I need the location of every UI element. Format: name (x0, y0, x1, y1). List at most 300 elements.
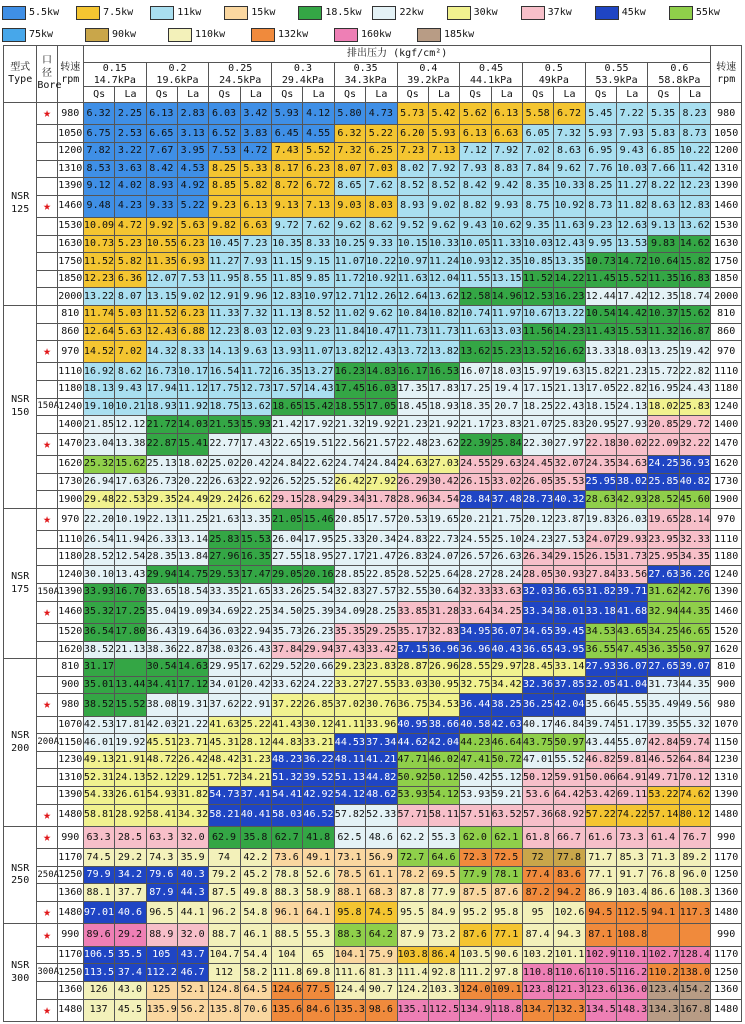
qs-cell: 37.84 (272, 641, 303, 659)
qs-cell: 134.5 (585, 999, 616, 1021)
qs-cell: 10.37 (648, 305, 679, 323)
la-cell: 8.33 (178, 341, 209, 363)
pressure-kgf: 0.4 (419, 63, 438, 74)
rpm-cell-right: 1240 (711, 566, 742, 584)
la-cell: 46.7 (178, 964, 209, 982)
qs-cell: 57.71 (397, 804, 428, 826)
la-cell: 25.64 (428, 566, 459, 584)
la-cell: 16.83 (679, 270, 711, 288)
qs-cell: 54.93 (146, 786, 177, 804)
rpm-cell: 1360 (57, 884, 83, 902)
la-cell: 9.62 (554, 160, 585, 178)
la-cell: 23.83 (491, 416, 522, 434)
qs-cell: 87.8 (397, 884, 428, 902)
la-cell: 66.7 (554, 826, 585, 848)
la-cell: 31.73 (617, 548, 648, 566)
la-cell: 21.13 (115, 641, 146, 659)
la-cell: 5.52 (303, 142, 334, 160)
bore-en: Bore (37, 80, 62, 92)
legend-label: 37kw (547, 7, 572, 18)
rpm-cell: 1470 (57, 433, 83, 455)
qs-cell: 39.74 (585, 716, 616, 734)
la-cell: 40.6 (115, 902, 146, 924)
qs-cell: 6.32 (83, 103, 114, 125)
la-cell: 15.46 (303, 508, 334, 530)
la-cell: 40.82 (679, 473, 711, 491)
la-cell: 16.87 (679, 323, 711, 341)
la-cell: 3.83 (240, 125, 271, 143)
qs-cell: 22.77 (209, 433, 240, 455)
la-cell: 48.6 (366, 826, 397, 848)
qs-cell: 20.21 (460, 508, 491, 530)
star-icon: ★ (37, 508, 57, 530)
qs-cell: 7.53 (209, 142, 240, 160)
la-cell: 44.1 (178, 902, 209, 924)
la-cell: 11.97 (491, 305, 522, 323)
la-cell: 46.84 (554, 716, 585, 734)
qs-cell: 26.57 (460, 548, 491, 566)
table-row (4, 924, 742, 946)
qs-cell: 111.2 (460, 964, 491, 982)
la-cell: 18.93 (428, 398, 459, 416)
la-cell: 10.62 (491, 218, 522, 236)
la-cell: 13.38 (115, 433, 146, 455)
qs-cell: 8.35 (522, 178, 553, 196)
qs-cell: 25.95 (648, 548, 679, 566)
pressure-kpa: 39.2kPa (407, 74, 450, 86)
la-cell: 80.12 (679, 804, 711, 826)
qs-cell: 135.6 (272, 999, 303, 1021)
table-row (4, 416, 742, 434)
la-cell: 7.62 (366, 178, 397, 196)
qs-cell: 9.13 (272, 195, 303, 217)
la-cell: 9.02 (428, 195, 459, 217)
la-cell: 49.56 (679, 694, 711, 716)
qs-cell: 12.23 (83, 270, 114, 288)
star-icon: ★ (37, 103, 57, 125)
qs-cell: 5.93 (272, 103, 303, 125)
la-cell: 17.25 (115, 601, 146, 623)
table-row (4, 786, 742, 804)
qs-cell: 10.73 (585, 253, 616, 271)
table-row (4, 659, 742, 677)
la-cell: 148.3 (617, 999, 648, 1021)
la-cell: 8.33 (303, 235, 334, 253)
qs-cell: 8.93 (146, 178, 177, 196)
qs-cell: 6.85 (648, 142, 679, 160)
qs-cell: 74 (209, 849, 240, 867)
qs-cell: 22.09 (648, 433, 679, 455)
table-row (4, 964, 742, 982)
la-cell: 5.33 (240, 160, 271, 178)
la-cell: 46.52 (303, 804, 334, 826)
qs-cell: 17.45 (334, 381, 365, 399)
la-cell: 4.23 (115, 195, 146, 217)
la-cell: 17.80 (115, 623, 146, 641)
qs-cell: 123.6 (585, 981, 616, 999)
qs-header: Qs (522, 87, 553, 103)
la-cell: 13.22 (554, 305, 585, 323)
rpm-cell-right: 900 (711, 676, 742, 694)
la-cell: 6.72 (303, 178, 334, 196)
qs-cell: 87.5 (460, 884, 491, 902)
qs-cell: 134.3 (648, 999, 679, 1021)
bore-cell (37, 491, 57, 509)
la-cell (115, 659, 146, 677)
la-cell: 41.21 (366, 751, 397, 769)
qs-cell: 18.65 (272, 398, 303, 416)
la-cell: 20.7 (491, 398, 522, 416)
qs-cell: 22.65 (272, 433, 303, 455)
la-cell: 46.02 (428, 751, 459, 769)
rpm-cell-right: 1520 (711, 623, 742, 641)
qs-cell: 36.75 (397, 694, 428, 716)
la-cell: 35.53 (554, 473, 585, 491)
la-cell: 13.14 (178, 531, 209, 549)
la-cell: 13.35 (554, 253, 585, 271)
rpm-cell: 1750 (57, 253, 83, 271)
la-cell: 5.93 (428, 125, 459, 143)
qs-cell: 26.54 (83, 531, 114, 549)
qs-cell: 74.3 (146, 849, 177, 867)
qs-cell: 11.56 (522, 323, 553, 341)
pressure-kpa: 19.6kPa (156, 74, 199, 86)
qs-cell: 13.72 (397, 341, 428, 363)
qs-cell: 5.35 (648, 103, 679, 125)
bore-cell (37, 623, 57, 641)
rpm-cell-right: 1230 (711, 751, 742, 769)
qs-cell: 6.32 (334, 125, 365, 143)
rpm-cell-right: 990 (711, 826, 742, 848)
la-cell: 102.6 (554, 902, 585, 924)
la-cell: 136.0 (617, 981, 648, 999)
qs-cell: 77.4 (522, 866, 553, 884)
type-en: Type (8, 74, 33, 85)
type-header (4, 46, 37, 103)
qs-cell: 89.6 (83, 924, 114, 946)
la-cell: 91.7 (617, 866, 648, 884)
la-cell: 50.72 (491, 751, 522, 769)
qs-cell: 31.82 (585, 584, 616, 602)
la-cell: 29.12 (178, 769, 209, 787)
qs-cell: 7.32 (334, 142, 365, 160)
la-cell: 19.09 (178, 601, 209, 623)
qs-cell: 11.13 (272, 305, 303, 323)
la-cell: 18.54 (178, 584, 209, 602)
qs-cell: 9.92 (146, 218, 177, 236)
rpm-cell: 1150 (57, 734, 83, 752)
legend-item (372, 3, 446, 22)
type-cell: NSR 150 (4, 305, 37, 508)
la-cell: 5.22 (366, 125, 397, 143)
la-cell: 34.32 (178, 804, 209, 826)
la-cell: 30.76 (366, 694, 397, 716)
qs-cell: 12.03 (272, 323, 303, 341)
qs-cell: 97.01 (83, 902, 114, 924)
la-cell: 24.43 (679, 381, 711, 399)
la-cell: 11.94 (115, 531, 146, 549)
qs-cell: 53.93 (397, 786, 428, 804)
la-cell: 15.62 (115, 456, 146, 474)
qs-cell: 11.35 (146, 253, 177, 271)
qs-cell: 36.44 (460, 694, 491, 716)
qs-cell: 111.6 (334, 964, 365, 982)
la-cell: 29.72 (679, 416, 711, 434)
qs-cell: 23.04 (83, 433, 114, 455)
qs-cell: 11.45 (585, 270, 616, 288)
qs-cell: 20.12 (522, 508, 553, 530)
qs-cell: 21.32 (334, 416, 365, 434)
la-cell: 21.57 (366, 433, 397, 455)
qs-cell: 20.85 (334, 508, 365, 530)
qs-cell: 35.01 (83, 676, 114, 694)
qs-cell: 22.87 (146, 433, 177, 455)
qs-cell: 18.13 (83, 381, 114, 399)
la-cell: 43.7 (178, 946, 209, 964)
la-cell: 37.41 (240, 786, 271, 804)
table-row (4, 601, 742, 623)
qs-cell: 9.23 (209, 195, 240, 217)
qs-cell: 10.84 (397, 305, 428, 323)
rpm-cell: 1240 (57, 566, 83, 584)
performance-table (3, 45, 742, 1022)
legend-label: 45kw (621, 7, 646, 18)
qs-cell: 28.05 (522, 566, 553, 584)
la-cell: 21.22 (178, 716, 209, 734)
la-cell: 64.1 (303, 902, 334, 924)
table-row (4, 981, 742, 999)
la-cell: 10.92 (366, 270, 397, 288)
qs-cell: 27.96 (209, 548, 240, 566)
la-cell: 77.9 (428, 884, 459, 902)
qs-cell: 34.41 (146, 676, 177, 694)
qs-cell: 134.9 (460, 999, 491, 1021)
qs-cell: 33.85 (397, 601, 428, 623)
la-cell: 4.73 (366, 103, 397, 125)
la-cell: 29.93 (617, 531, 648, 549)
la-cell: 33.02 (491, 473, 522, 491)
qs-cell: 47.71 (397, 751, 428, 769)
la-cell: 47.45 (617, 641, 648, 659)
qs-cell: 38.08 (146, 694, 177, 716)
qs-cell: 87.9 (146, 884, 177, 902)
la-cell: 55.12 (491, 769, 522, 787)
star-icon: ★ (37, 694, 57, 716)
qs-cell: 11.35 (648, 270, 679, 288)
legend-swatch (447, 6, 471, 20)
legend-item (669, 3, 743, 22)
la-cell: 7.32 (240, 305, 271, 323)
qs-cell: 24.07 (585, 531, 616, 549)
qs-cell: 41.43 (272, 716, 303, 734)
bore-cell (37, 416, 57, 434)
star-icon: ★ (37, 804, 57, 826)
la-cell: 14.03 (178, 416, 209, 434)
qs-cell: 12.43 (146, 323, 177, 341)
qs-cell: 28.52 (397, 566, 428, 584)
table-row (4, 734, 742, 752)
pressure-kpa: 24.5kPa (219, 74, 262, 86)
table-row (4, 884, 742, 902)
qs-cell: 29.23 (334, 659, 365, 677)
table-row (4, 641, 742, 659)
qs-cell: 79.9 (83, 866, 114, 884)
rpm-cell-right: 1360 (711, 884, 742, 902)
qs-cell: 35.17 (397, 623, 428, 641)
la-cell: 59.91 (554, 769, 585, 787)
la-cell: 15.41 (178, 433, 209, 455)
qs-cell: 33.64 (460, 601, 491, 623)
rpm-cell-right: 1620 (711, 641, 742, 659)
la-cell: 40.3 (178, 866, 209, 884)
qs-cell: 36.65 (522, 641, 553, 659)
bore-cell: 300A (37, 964, 57, 982)
qs-cell: 6.45 (272, 125, 303, 143)
qs-cell: 10.74 (460, 305, 491, 323)
la-cell: 73.3 (617, 826, 648, 848)
star-icon: ★ (37, 999, 57, 1021)
legend-item (521, 3, 595, 22)
la-cell: 14.42 (617, 305, 648, 323)
bore-cell (37, 235, 57, 253)
qs-header: Qs (648, 87, 679, 103)
qs-cell: 12.44 (585, 288, 616, 306)
table-row (4, 866, 742, 884)
la-cell: 28.92 (115, 804, 146, 826)
la-cell: 98.6 (366, 999, 397, 1021)
qs-cell: 124.8 (209, 981, 240, 999)
la-cell: 6.25 (366, 142, 397, 160)
la-cell: 46.1 (240, 924, 271, 946)
la-cell: 32.22 (679, 433, 711, 455)
la-cell: 2.53 (115, 125, 146, 143)
qs-cell: 6.95 (585, 142, 616, 160)
qs-cell: 87.4 (522, 924, 553, 946)
la-cell: 7.22 (617, 103, 648, 125)
la-cell: 28.5 (115, 826, 146, 848)
qs-cell: 16.95 (648, 381, 679, 399)
qs-cell: 32.33 (460, 584, 491, 602)
legend-item (298, 3, 372, 22)
la-cell: 52.33 (366, 804, 397, 826)
la-cell: 55.07 (617, 734, 648, 752)
la-cell: 6.93 (178, 253, 209, 271)
qs-cell: 34.53 (585, 623, 616, 641)
la-cell: 36.22 (303, 751, 334, 769)
la-cell: 23.71 (178, 734, 209, 752)
qs-cell: 12.35 (648, 288, 679, 306)
qs-cell: 88.9 (146, 924, 177, 946)
speed-header (57, 46, 83, 103)
qs-cell: 26.15 (585, 548, 616, 566)
qs-cell: 14.52 (83, 341, 114, 363)
qs-cell: 25.83 (209, 531, 240, 549)
legend-label: 15kw (251, 7, 276, 18)
la-cell: 75.9 (366, 946, 397, 964)
la-cell: 36.07 (491, 623, 522, 641)
rpm-cell: 1310 (57, 769, 83, 787)
qs-cell: 33.18 (585, 601, 616, 623)
type-cell: NSR 175 (4, 508, 37, 658)
qs-cell: 10.55 (146, 235, 177, 253)
pressure-kpa: 14.7kPa (93, 74, 136, 86)
la-cell: 8.03 (240, 323, 271, 341)
la-cell: 72.5 (491, 849, 522, 867)
la-cell: 21.13 (554, 381, 585, 399)
la-cell: 22.62 (303, 456, 334, 474)
qs-cell: 30.10 (83, 566, 114, 584)
qs-cell: 34.95 (460, 623, 491, 641)
qs-cell: 39.35 (648, 716, 679, 734)
table-row (4, 946, 742, 964)
qs-cell: 8.85 (209, 178, 240, 196)
la-cell: 35.9 (178, 849, 209, 867)
qs-cell: 37.22 (272, 694, 303, 716)
bore-cell (37, 751, 57, 769)
qs-cell: 58.21 (209, 804, 240, 826)
qs-cell: 11.63 (397, 270, 428, 288)
table-row (4, 341, 742, 363)
la-cell: 9.23 (303, 323, 334, 341)
qs-cell: 124.4 (334, 981, 365, 999)
la-cell: 9.02 (178, 288, 209, 306)
la-cell: 22.53 (115, 491, 146, 509)
la-cell: 6.72 (554, 103, 585, 125)
la-cell: 16.70 (115, 584, 146, 602)
la-cell: 44.35 (679, 601, 711, 623)
qs-cell: 24.35 (585, 456, 616, 474)
qs-cell: 13.62 (460, 341, 491, 363)
la-cell: 5.82 (240, 178, 271, 196)
la-cell (679, 924, 711, 946)
la-cell: 34.54 (428, 491, 459, 509)
qs-cell: 134.7 (522, 999, 553, 1021)
la-cell: 5.23 (115, 235, 146, 253)
la-cell: 7.92 (491, 142, 522, 160)
pressure-header (146, 63, 209, 87)
table-row (4, 716, 742, 734)
la-cell: 28.24 (491, 566, 522, 584)
la-cell: 29.94 (303, 641, 334, 659)
la-cell: 8.62 (115, 363, 146, 381)
qs-cell: 102.7 (648, 946, 679, 964)
qs-cell: 8.72 (272, 178, 303, 196)
la-cell: 13.62 (240, 398, 271, 416)
qs-cell: 35.66 (585, 694, 616, 716)
qs-cell: 79.6 (146, 866, 177, 884)
qs-cell: 46.82 (585, 751, 616, 769)
la-cell: 4.12 (303, 103, 334, 125)
speed-right-cn: 转速 (716, 61, 737, 73)
qs-cell: 48.11 (334, 751, 365, 769)
bore-cell (37, 288, 57, 306)
qs-cell: 18.93 (146, 398, 177, 416)
qs-cell: 24.83 (397, 531, 428, 549)
la-cell: 25.52 (303, 473, 334, 491)
qs-cell: 96.2 (209, 902, 240, 924)
la-cell: 25.39 (303, 601, 334, 623)
qs-cell: 103.2 (522, 946, 553, 964)
qs-cell: 21.63 (209, 508, 240, 530)
qs-cell: 87.6 (460, 924, 491, 946)
la-cell: 10.82 (428, 305, 459, 323)
la-cell: 32.07 (554, 456, 585, 474)
qs-cell: 10.97 (397, 253, 428, 271)
la-cell: 94.2 (554, 884, 585, 902)
qs-cell: 44.62 (397, 734, 428, 752)
la-cell: 21.23 (617, 363, 648, 381)
la-cell: 15.53 (617, 323, 648, 341)
